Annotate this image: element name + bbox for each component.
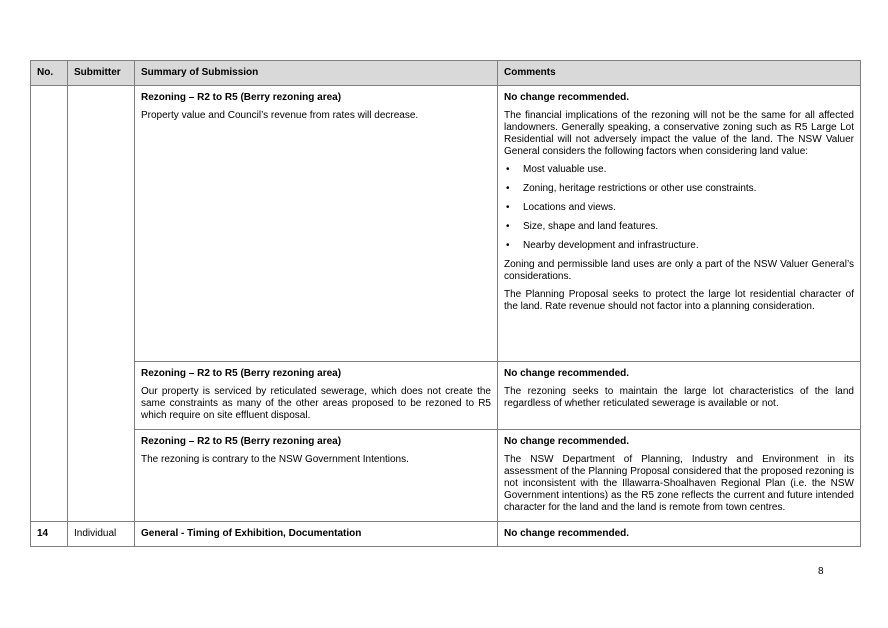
table-row (31, 362, 861, 430)
summary-heading: General - Timing of Exhibition, Documentation (141, 528, 362, 539)
valuation-factor-list (504, 164, 854, 252)
comment-text: The rezoning seeks to maintain the large lot characteristics of the land regardless of whether reticulated sewerage is available or not. (504, 386, 854, 409)
comment-heading: No change recommended. (504, 528, 630, 539)
comment-paragraph: Zoning and permissible land uses are only a part of the NSW Valuer General’s considerations. (504, 259, 854, 282)
comment-heading: No change recommended. (504, 92, 630, 103)
header-submitter: Submitter (68, 61, 135, 86)
comment-heading: No change recommended. (504, 368, 630, 379)
summary-cell (135, 522, 498, 547)
summary-cell (135, 430, 498, 522)
table-header-row (31, 61, 861, 86)
summary-text: Property value and Council’s revenue from rates will decrease. (141, 110, 419, 121)
header-comments: Comments (498, 61, 861, 86)
list-item: • Locations and views. (504, 202, 854, 214)
comment-cell (498, 86, 861, 362)
row-no-cell (31, 522, 68, 547)
row-submitter-cell (68, 86, 135, 522)
header-no: No. (31, 61, 68, 86)
summary-heading: Rezoning – R2 to R5 (Berry rezoning area) (141, 436, 342, 447)
summary-heading: Rezoning – R2 to R5 (Berry rezoning area) (141, 368, 342, 379)
list-item: • Most valuable use. (504, 164, 854, 176)
table-row (31, 86, 861, 362)
comment-paragraph: The Planning Proposal seeks to protect the large lot residential character of the land. Rate revenue should not factor into a planning consideration. (504, 289, 854, 312)
submission-number: 14 (37, 528, 49, 539)
submitter-name: Individual (74, 528, 117, 539)
comment-cell (498, 362, 861, 430)
list-item: • Size, shape and land features. (504, 221, 854, 233)
summary-cell (135, 362, 498, 430)
row-no-cell (31, 86, 68, 522)
header-summary: Summary of Submission (135, 61, 498, 86)
summary-heading: Rezoning – R2 to R5 (Berry rezoning area) (141, 92, 342, 103)
page-number: 8 (818, 566, 824, 577)
list-item: • Zoning, heritage restrictions or other use constraints. (504, 183, 854, 195)
table-row (31, 430, 861, 522)
row-submitter-cell (68, 522, 135, 547)
table-row (31, 522, 861, 547)
submissions-table (30, 60, 861, 547)
summary-cell (135, 86, 498, 362)
comment-cell (498, 430, 861, 522)
comment-paragraph: The financial implications of the rezoning will not be the same for all affected landowners. Generally speaking, a conservative zoning such as R5 Large Lot Residential will not adversely impact the value of the land. The NSW Valuer General considers the following factors when considering land value: (504, 110, 854, 157)
summary-text: Our property is serviced by reticulated sewerage, which does not create the same constraints as many of the other areas proposed to be rezoned to R5 which require on site effluent disposal. (141, 386, 491, 421)
comment-cell (498, 522, 861, 547)
list-item: • Nearby development and infrastructure. (504, 240, 854, 252)
comment-text: The NSW Department of Planning, Industry and Environment in its assessment of the Planning Proposal considered that the proposed rezoning is not inconsistent with the Illawarra-Shoalhaven Regional Plan (i.e. the NSW Government intentions) as the R5 zone reflects the current and future intended character for the land and the land is remote from town centres. (504, 454, 854, 513)
summary-text: The rezoning is contrary to the NSW Government Intentions. (141, 454, 409, 465)
comment-heading: No change recommended. (504, 436, 630, 447)
